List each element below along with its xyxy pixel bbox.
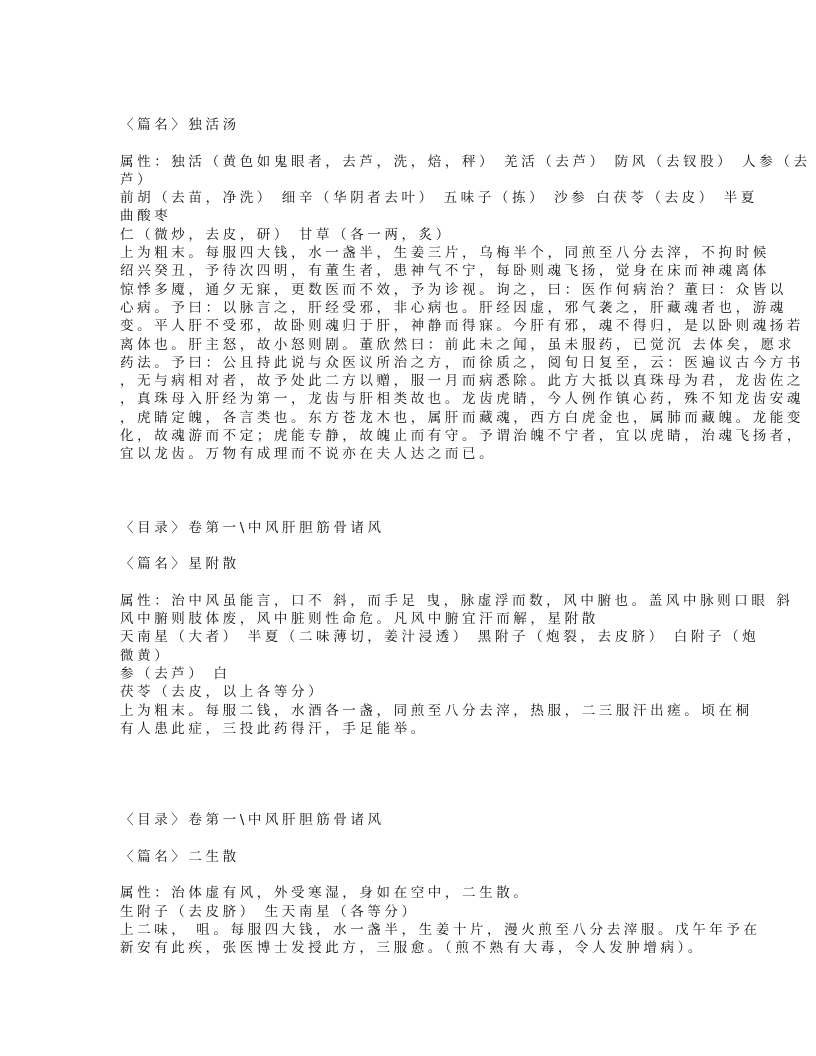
- section-title: 〈篇名〉独活汤: [120, 117, 240, 133]
- text-line: 变。平人肝不受邪，故卧则魂归于肝，神静而得寐。今肝有邪，魂不得归，是以卧则魂扬若: [120, 318, 804, 335]
- text-line: 上二味， 咀。每服四大钱，水一盏半，生姜十片，漫火煎至八分去滓服。戊午年予在: [120, 922, 761, 939]
- text-line: 曲酸枣: [120, 208, 172, 225]
- text-line: 茯苓（去皮，以上各等分）: [120, 684, 326, 701]
- text-line: 天南星（大者） 半夏（二味薄切，姜汁浸透） 黑附子（炮裂，去皮脐） 白附子（炮: [120, 629, 760, 646]
- section-body: [120, 592, 794, 738]
- text-line: 微黄）: [120, 647, 172, 664]
- document-page: [120, 116, 811, 958]
- section-title: 〈篇名〉星附散: [120, 556, 240, 573]
- text-line: 属性：治体虚有风，外受寒湿，身如在空中，二生散。: [120, 885, 531, 902]
- text-line: 属性：治中风虽能言，口不 斜，而手足 曳，脉虚浮而数，风中腑也。盖风中脉则口眼 斜: [120, 592, 794, 609]
- text-line: 仁（微炒，去皮，研） 甘草（各一两，炙）: [120, 226, 453, 243]
- section-body: [120, 153, 811, 464]
- text-line: 化，故魂游而不定；虎能专静，故魄止而有守。予谓治魄不宁者，宜以虎睛，治魂飞扬者，: [120, 428, 804, 445]
- text-line: 上为粗末。每服二钱，水酒各一盏，同煎至八分去滓，热服，二三服汗出瘥。顷在桐: [120, 702, 753, 719]
- text-line: 参（去芦） 白: [120, 665, 231, 682]
- text-line: ，虎睛定魄，各言类也。东方苍龙木也，属肝而藏魂，西方白虎金也，属肺而藏魄。龙能变: [120, 409, 804, 426]
- text-line: 风中腑则肢体废，风中脏则性命危。凡风中腑宜汗而解，星附散: [120, 611, 599, 628]
- text-line: 宜以龙齿。万物有成理而不说亦在夫人达之而已。: [120, 446, 497, 463]
- text-line: 芦）: [120, 171, 155, 188]
- text-line: 上为粗末。每服四大钱，水一盏半，生姜三片，乌梅半个，同煎至八分去滓，不拘时候: [120, 245, 770, 262]
- text-line: 离体也。肝主怒，故小怒则剧。董欣然曰：前此未之闻，虽未服药，已觉沉 去体矣，愿求: [120, 336, 795, 353]
- text-line: 前胡（去苗，净洗） 细辛（华阴者去叶） 五味子（拣） 沙参 白茯苓（去皮） 半夏: [120, 190, 758, 207]
- section-body: [120, 884, 761, 957]
- text-line: 属性：独活（黄色如鬼眼者，去芦，洗，焙，秤） 羌活（去芦） 防风（去钗股） 人参（去: [120, 153, 811, 170]
- section-title: 〈篇名〉二生散: [120, 848, 240, 865]
- text-line: 心病。予曰：以脉言之，肝经受邪，非心病也。肝经因虚，邪气袭之，肝藏魂者也，游魂: [120, 299, 787, 316]
- catalog-heading: 〈目录〉卷第一\中风肝胆筋骨诸风: [120, 519, 385, 536]
- text-line: ，真珠母入肝经为第一，龙齿与肝相类故也。龙齿虎睛，今人例作镇心药，殊不知龙齿安魂: [120, 391, 804, 408]
- text-line: 绍兴癸丑，予待次四明，有董生者，患神气不宁，每卧则魂飞扬，觉身在床而神魂离体: [120, 263, 770, 280]
- text-line: 生附子（去皮脐） 生天南星（各等分）: [120, 903, 419, 920]
- text-line: 惊悸多魇，通夕无寐，更数医而不效，予为诊视。询之，曰：医作何病治？董曰：众皆以: [120, 281, 787, 298]
- text-line: 有人患此症，三投此药得汗，手足能举。: [120, 720, 428, 737]
- catalog-heading: 〈目录〉卷第一\中风肝胆筋骨诸风: [120, 812, 385, 829]
- text-line: 新安有此疾，张医博士发授此方，三服愈。（煎不熟有大毒，令人发肿增病）。: [120, 940, 705, 957]
- text-line: ，无与病相对者，故予处此二方以赠，服一月而病悉除。此方大抵以真珠母为君，龙齿佐之: [120, 373, 804, 390]
- text-line: 药法。予曰：公且持此说与众医议所治之方，而徐质之，阅旬日复至，云：医遍议古今方书: [120, 354, 804, 371]
